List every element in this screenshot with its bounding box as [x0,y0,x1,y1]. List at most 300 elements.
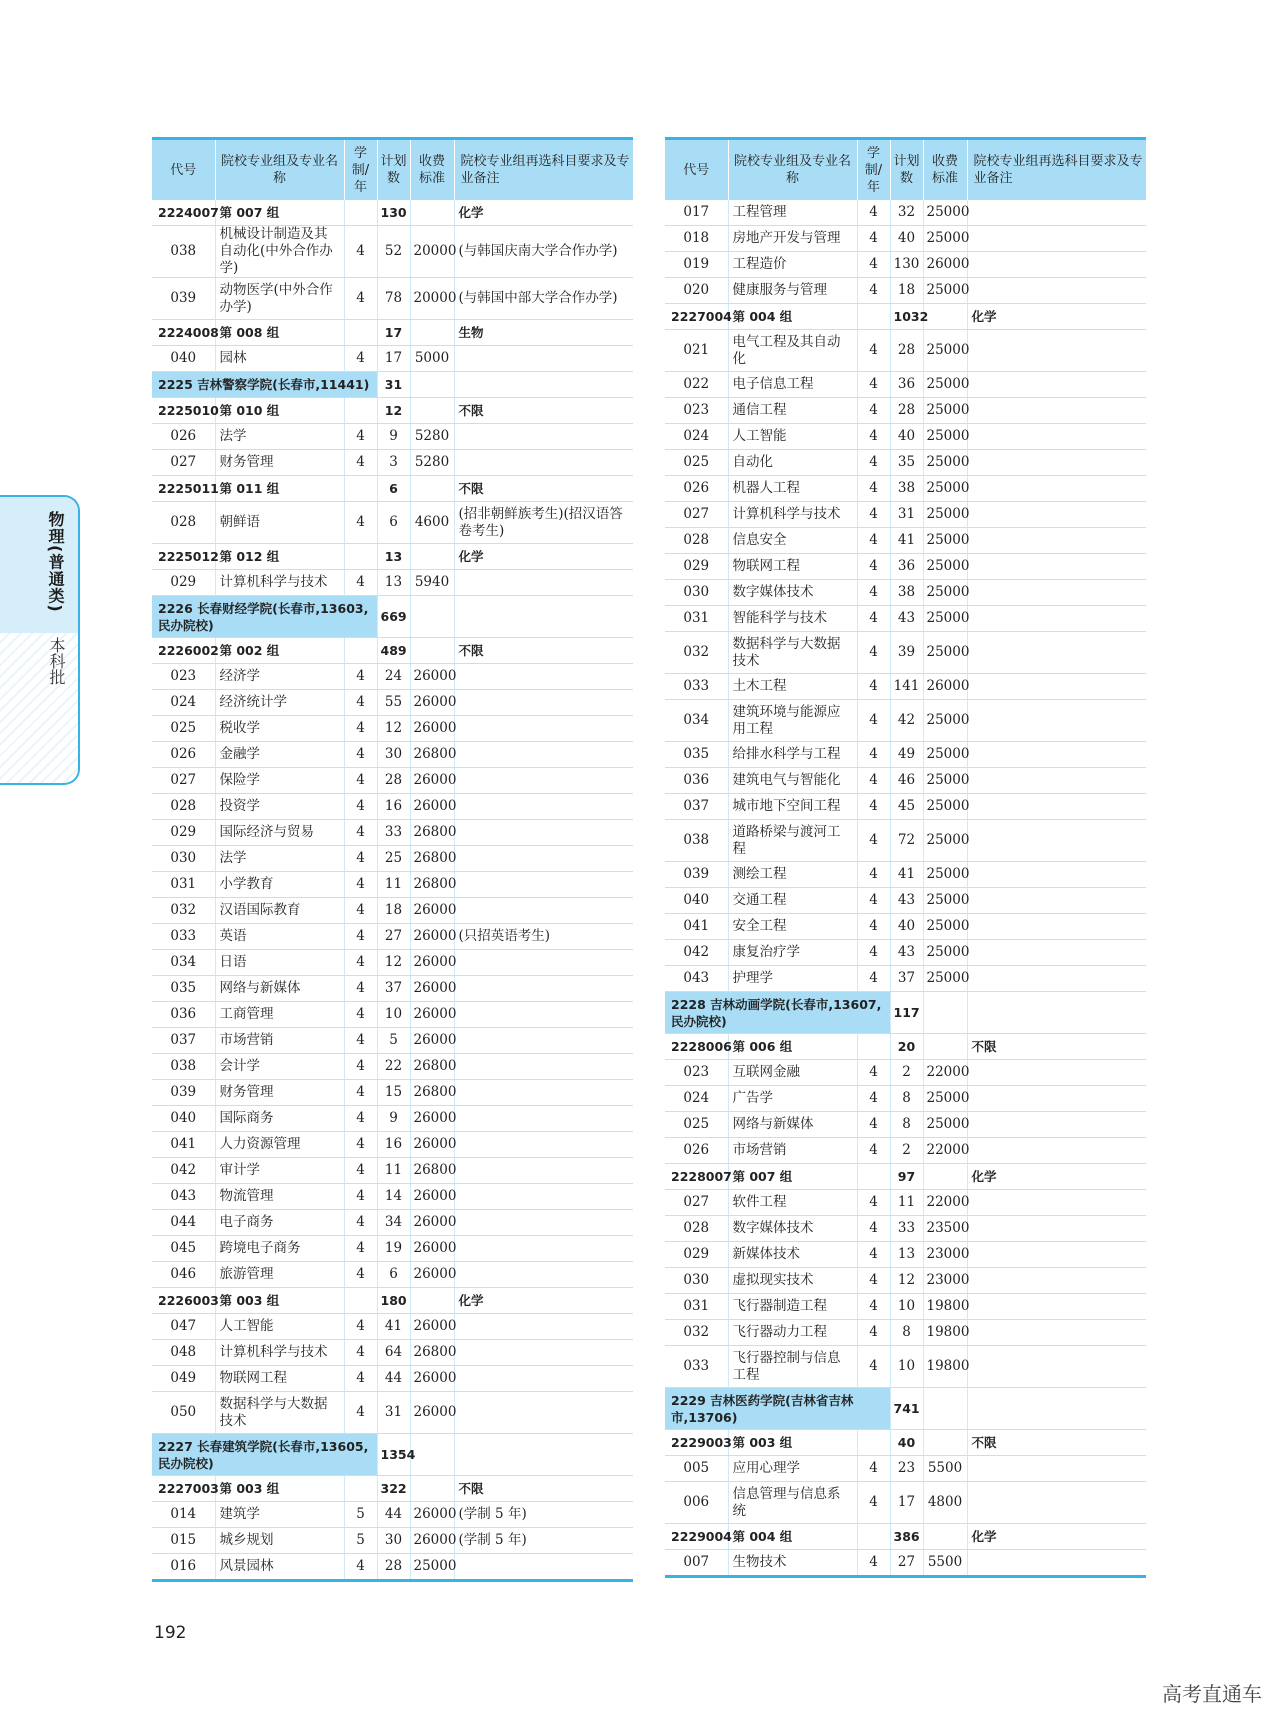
major-note [967,1320,1146,1346]
group-code: 2224007 [152,200,215,226]
group-row [152,544,633,570]
major-fee: 5280 [410,424,454,450]
section-side-tab [0,495,80,785]
major-years: 4 [857,940,890,966]
major-code: 026 [152,742,215,768]
major-note [967,278,1146,304]
major-plan: 37 [377,976,410,1002]
major-note [967,372,1146,398]
group-plan: 17 [377,320,410,346]
major-plan: 31 [377,1392,410,1434]
major-fee: 25000 [923,528,967,554]
major-note [454,424,633,450]
major-plan: 13 [890,1242,923,1268]
major-fee: 25000 [923,226,967,252]
major-row [665,820,1146,862]
group-row [152,200,633,226]
group-requirement: 化学 [967,1524,1146,1550]
group-requirement: 化学 [454,544,633,570]
major-note [454,450,633,476]
major-plan: 41 [377,1314,410,1340]
major-plan: 78 [377,278,410,320]
major-name: 智能科学与技术 [728,606,857,632]
major-code: 032 [665,632,728,674]
major-row [665,1112,1146,1138]
major-plan: 36 [890,554,923,580]
major-note [967,398,1146,424]
group-name: 第 002 组 [215,638,344,664]
group-fee [923,1034,967,1060]
major-note [967,606,1146,632]
major-note [967,528,1146,554]
major-fee: 25000 [923,424,967,450]
institution-row [152,596,633,638]
major-plan: 130 [890,252,923,278]
major-years: 4 [857,768,890,794]
major-fee: 25000 [923,966,967,992]
major-fee: 26000 [410,1210,454,1236]
major-fee: 25000 [923,1112,967,1138]
major-code: 043 [152,1184,215,1210]
institution-note [967,992,1146,1034]
major-code: 016 [152,1554,215,1581]
major-years: 4 [857,862,890,888]
major-note [454,1236,633,1262]
major-code: 038 [152,226,215,278]
major-plan: 14 [377,1184,410,1210]
major-row [152,924,633,950]
group-code: 2225011 [152,476,215,502]
header-fee: 收费标准 [410,139,454,201]
major-note [967,1086,1146,1112]
major-note [967,940,1146,966]
major-plan: 40 [890,914,923,940]
major-name: 日语 [215,950,344,976]
group-requirement: 化学 [967,304,1146,330]
major-note [967,476,1146,502]
group-code: 2229003 [665,1430,728,1456]
major-fee: 26000 [923,252,967,278]
major-note [454,1132,633,1158]
major-code: 033 [665,674,728,700]
major-plan: 30 [377,1528,410,1554]
major-code: 037 [665,794,728,820]
major-note [454,570,633,596]
major-plan: 32 [890,200,923,226]
watermark: 高考直通车 [1162,1682,1262,1706]
major-note [454,1262,633,1288]
major-name: 物流管理 [215,1184,344,1210]
major-fee: 5500 [923,1550,967,1577]
major-plan: 8 [890,1112,923,1138]
major-code: 036 [152,1002,215,1028]
major-code: 028 [665,528,728,554]
major-plan: 2 [890,1138,923,1164]
major-row [665,372,1146,398]
major-note [454,1106,633,1132]
group-plan: 20 [890,1034,923,1060]
major-name: 金融学 [215,742,344,768]
major-note [967,1138,1146,1164]
major-row [665,794,1146,820]
major-note [967,768,1146,794]
major-plan: 42 [890,700,923,742]
major-note [454,1158,633,1184]
table-header [152,139,633,201]
major-years: 4 [857,278,890,304]
institution-plan: 31 [377,372,410,398]
major-row [152,794,633,820]
major-note [967,914,1146,940]
major-years: 5 [344,1528,377,1554]
group-name: 第 007 组 [215,200,344,226]
group-code: 2226002 [152,638,215,664]
major-code: 023 [665,1060,728,1086]
major-row [665,862,1146,888]
major-note [454,898,633,924]
major-row [665,674,1146,700]
major-years: 4 [344,1210,377,1236]
major-plan: 10 [377,1002,410,1028]
major-code: 041 [665,914,728,940]
major-name: 电子商务 [215,1210,344,1236]
major-row [665,606,1146,632]
major-code: 039 [665,862,728,888]
major-years: 4 [344,898,377,924]
admission-plan-table-left [152,137,633,1582]
major-note [454,1340,633,1366]
major-fee: 25000 [923,606,967,632]
group-plan: 97 [890,1164,923,1190]
group-requirement: 化学 [454,1288,633,1314]
major-plan: 36 [890,372,923,398]
header-note: 院校专业组再选科目要求及专业备注 [454,139,633,201]
institution-note [454,1434,633,1476]
major-row [665,966,1146,992]
major-note [454,794,633,820]
major-code: 023 [152,664,215,690]
major-fee: 5500 [923,1456,967,1482]
group-name: 第 012 组 [215,544,344,570]
group-years [857,304,890,330]
major-plan: 33 [377,820,410,846]
major-fee: 22000 [923,1190,967,1216]
major-fee: 22000 [923,1138,967,1164]
major-row [152,1210,633,1236]
major-plan: 39 [890,632,923,674]
major-fee: 26000 [410,1028,454,1054]
major-fee: 26000 [410,716,454,742]
major-row [665,200,1146,226]
major-code: 049 [152,1366,215,1392]
major-code: 007 [665,1550,728,1577]
institution-fee [923,992,967,1034]
major-row [152,1132,633,1158]
header-plan: 计划数 [377,139,410,201]
major-name: 交通工程 [728,888,857,914]
major-plan: 35 [890,450,923,476]
group-plan: 13 [377,544,410,570]
major-row [152,1028,633,1054]
major-code: 018 [665,226,728,252]
major-name: 建筑电气与智能化 [728,768,857,794]
major-name: 物联网工程 [728,554,857,580]
major-row [152,570,633,596]
major-note [454,1210,633,1236]
major-plan: 43 [890,606,923,632]
major-plan: 25 [377,846,410,872]
major-code: 032 [152,898,215,924]
major-code: 028 [152,794,215,820]
major-plan: 15 [377,1080,410,1106]
major-fee: 26000 [410,976,454,1002]
major-note [454,976,633,1002]
major-fee: 5940 [410,570,454,596]
major-code: 022 [665,372,728,398]
major-name: 计算机科学与技术 [728,502,857,528]
major-plan: 8 [890,1086,923,1112]
major-years: 4 [344,1236,377,1262]
major-name: 房地产开发与管理 [728,226,857,252]
major-name: 汉语国际教育 [215,898,344,924]
major-years: 4 [857,372,890,398]
major-plan: 43 [890,940,923,966]
institution-name: 2228 吉林动画学院(长春市,13607,民办院校) [665,992,890,1034]
group-code: 2224008 [152,320,215,346]
major-years: 4 [857,450,890,476]
major-code: 015 [152,1528,215,1554]
major-code: 029 [665,1242,728,1268]
major-fee: 25000 [923,200,967,226]
major-years: 4 [344,950,377,976]
major-years: 4 [344,1080,377,1106]
major-note [967,742,1146,768]
major-name: 建筑学 [215,1502,344,1528]
major-code: 005 [665,1456,728,1482]
major-row [152,1054,633,1080]
header-years: 学制/年 [344,139,377,201]
major-note [454,1054,633,1080]
major-fee: 5000 [410,346,454,372]
major-fee: 25000 [923,862,967,888]
major-code: 014 [152,1502,215,1528]
group-fee [923,304,967,330]
side-tab-title: 物理(普通类) [46,511,65,613]
major-code: 027 [152,450,215,476]
group-years [344,320,377,346]
major-years: 5 [344,1502,377,1528]
major-note [967,700,1146,742]
major-note [454,1314,633,1340]
group-fee [410,1288,454,1314]
major-note: (与韩国庆南大学合作办学) [454,226,633,278]
major-name: 工程造价 [728,252,857,278]
major-row [152,1236,633,1262]
group-fee [410,320,454,346]
major-row [665,554,1146,580]
major-fee: 26000 [410,924,454,950]
major-note [967,1060,1146,1086]
major-code: 019 [665,252,728,278]
major-plan: 24 [377,664,410,690]
group-requirement: 化学 [454,200,633,226]
major-plan: 10 [890,1346,923,1388]
major-row [152,846,633,872]
major-row [665,398,1146,424]
major-note [967,502,1146,528]
major-plan: 44 [377,1366,410,1392]
institution-name: 2225 吉林警察学院(长春市,11441) [152,372,377,398]
major-plan: 6 [377,502,410,544]
major-years: 4 [344,1054,377,1080]
major-fee: 20000 [410,226,454,278]
major-fee: 26000 [410,1002,454,1028]
major-code: 043 [665,966,728,992]
major-fee: 26000 [410,768,454,794]
table-body-right [665,200,1146,1577]
major-name: 应用心理学 [728,1456,857,1482]
header-note: 院校专业组再选科目要求及专业备注 [967,139,1146,201]
major-row [665,1138,1146,1164]
major-years: 4 [857,1060,890,1086]
institution-plan: 669 [377,596,410,638]
institution-plan: 1354 [377,1434,410,1476]
major-name: 数字媒体技术 [728,1216,857,1242]
major-name: 工程管理 [728,200,857,226]
group-plan: 180 [377,1288,410,1314]
major-code: 006 [665,1482,728,1524]
major-years: 4 [857,200,890,226]
major-row [665,450,1146,476]
major-name: 法学 [215,424,344,450]
major-name: 财务管理 [215,450,344,476]
major-note [967,1242,1146,1268]
major-name: 给排水科学与工程 [728,742,857,768]
major-code: 032 [665,1320,728,1346]
major-note [967,200,1146,226]
header-name: 院校专业组及专业名称 [728,139,857,201]
major-years: 4 [344,690,377,716]
major-code: 039 [152,1080,215,1106]
major-years: 4 [344,1184,377,1210]
major-plan: 40 [890,424,923,450]
major-name: 人工智能 [728,424,857,450]
major-name: 计算机科学与技术 [215,570,344,596]
major-name: 安全工程 [728,914,857,940]
major-plan: 38 [890,476,923,502]
major-years: 4 [857,606,890,632]
group-code: 2228006 [665,1034,728,1060]
major-fee: 23000 [923,1242,967,1268]
major-plan: 34 [377,1210,410,1236]
major-years: 4 [857,1294,890,1320]
major-name: 保险学 [215,768,344,794]
group-requirement: 不限 [454,638,633,664]
major-row [665,226,1146,252]
major-name: 小学教育 [215,872,344,898]
major-name: 财务管理 [215,1080,344,1106]
major-plan: 28 [890,330,923,372]
major-code: 046 [152,1262,215,1288]
major-fee: 26800 [410,820,454,846]
major-fee: 26000 [410,1314,454,1340]
institution-fee [410,596,454,638]
major-fee: 26000 [410,1236,454,1262]
major-years: 4 [857,1190,890,1216]
major-note [454,872,633,898]
major-name: 信息管理与信息系统 [728,1482,857,1524]
group-plan: 1032 [890,304,923,330]
major-plan: 3 [377,450,410,476]
major-row [152,226,633,278]
major-years: 4 [344,1002,377,1028]
major-name: 数字媒体技术 [728,580,857,606]
major-years: 4 [857,1112,890,1138]
major-years: 4 [344,742,377,768]
institution-plan: 117 [890,992,923,1034]
group-code: 2226003 [152,1288,215,1314]
major-note: (招非朝鲜族考生)(招汉语答卷考生) [454,502,633,544]
major-note [454,716,633,742]
major-fee: 26000 [410,1262,454,1288]
major-years: 4 [857,1346,890,1388]
group-years [344,544,377,570]
major-row [152,1392,633,1434]
major-years: 4 [344,424,377,450]
major-years: 4 [857,820,890,862]
major-plan: 12 [377,716,410,742]
major-name: 软件工程 [728,1190,857,1216]
major-note [454,768,633,794]
group-code: 2225010 [152,398,215,424]
major-code: 033 [152,924,215,950]
major-years: 4 [344,1392,377,1434]
major-name: 市场营销 [728,1138,857,1164]
major-name: 工商管理 [215,1002,344,1028]
major-row [665,742,1146,768]
major-years: 4 [857,1138,890,1164]
major-fee: 25000 [923,580,967,606]
header-plan: 计划数 [890,139,923,201]
major-row [152,1528,633,1554]
major-fee: 26000 [410,664,454,690]
major-fee: 25000 [923,768,967,794]
major-code: 020 [665,278,728,304]
major-note [967,226,1146,252]
major-fee: 19800 [923,1346,967,1388]
major-row [665,1216,1146,1242]
major-plan: 11 [890,1190,923,1216]
major-name: 经济学 [215,664,344,690]
major-plan: 17 [890,1482,923,1524]
major-row [665,1550,1146,1577]
major-name: 建筑环境与能源应用工程 [728,700,857,742]
group-requirement: 生物 [454,320,633,346]
major-code: 028 [152,502,215,544]
major-fee: 26000 [410,1132,454,1158]
major-note [967,632,1146,674]
major-plan: 12 [377,950,410,976]
institution-row [152,1434,633,1476]
table-body-left [152,200,633,1581]
major-name: 生物技术 [728,1550,857,1577]
major-plan: 11 [377,1158,410,1184]
group-name: 第 004 组 [728,304,857,330]
major-row [665,580,1146,606]
major-plan: 28 [377,768,410,794]
major-note [967,424,1146,450]
major-note [454,690,633,716]
